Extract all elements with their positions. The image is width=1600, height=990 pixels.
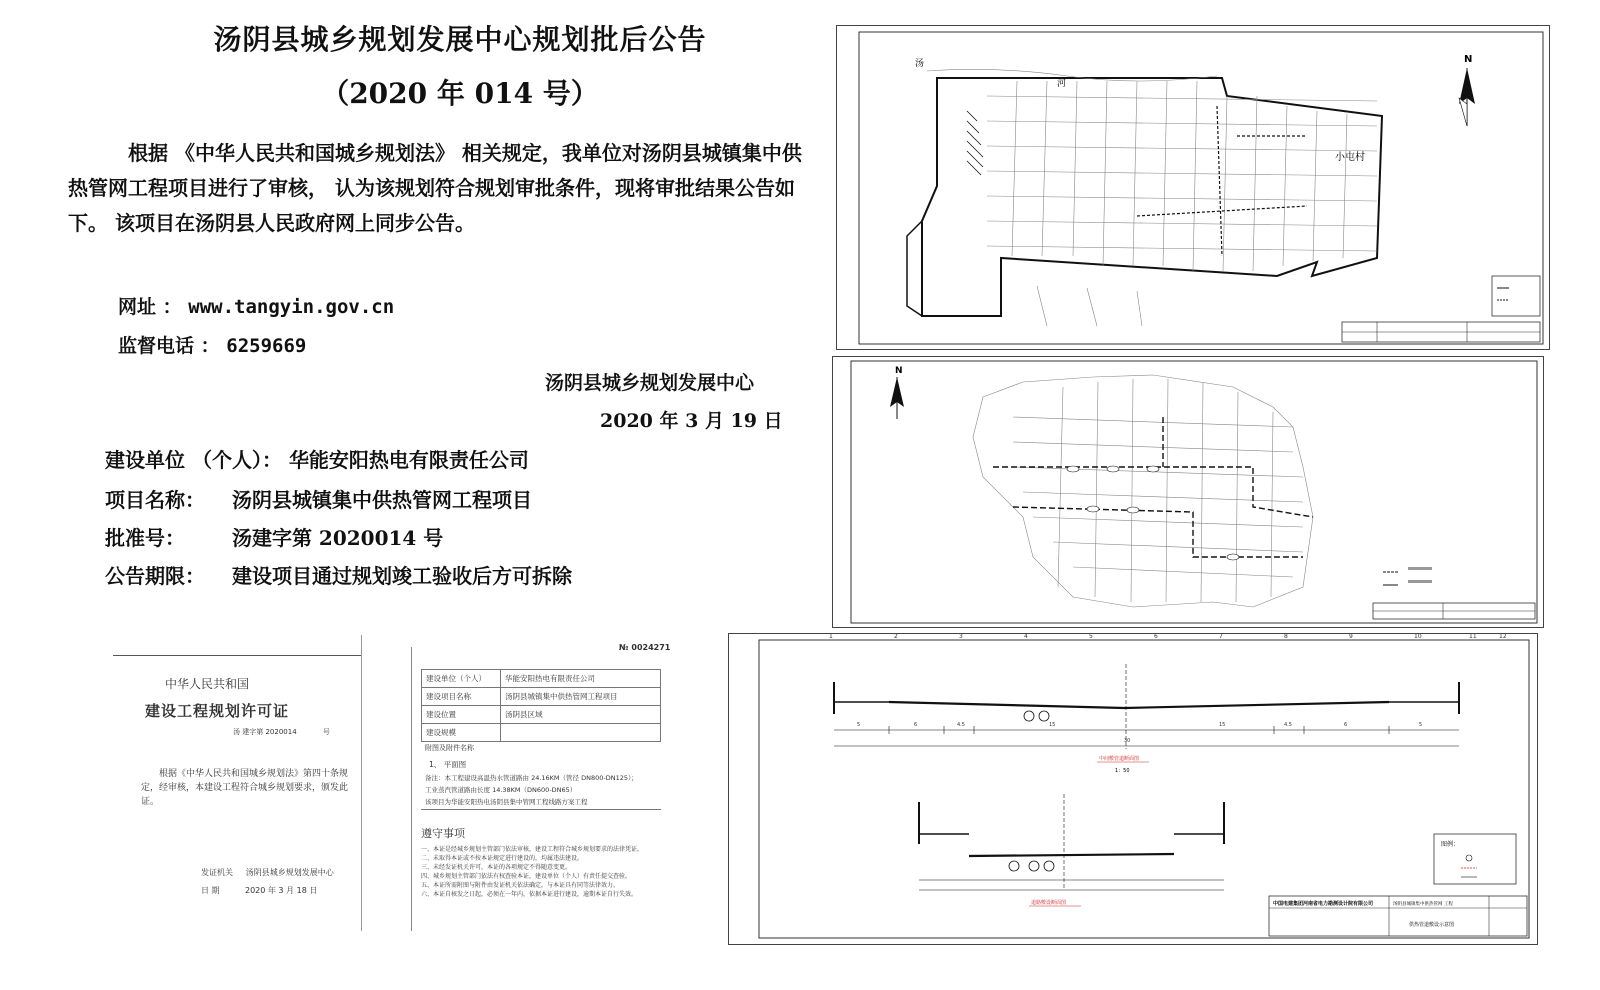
phone-label: 监督电话 ： <box>118 335 220 357</box>
map-label-village: 小屯村 <box>1335 152 1365 163</box>
svg-text:5: 5 <box>857 722 861 728</box>
permit-rules-title: 遵守事项 <box>421 827 465 840</box>
svg-text:15: 15 <box>1219 722 1226 728</box>
title-block-company: 中国电建集团河南省电力勘测设计院有限公司 <box>1273 901 1374 907</box>
svg-text:5: 5 <box>1419 722 1423 728</box>
map-top-svg <box>837 26 1549 349</box>
permit-country: 中华人民共和国 <box>165 677 250 691</box>
map-drawing-middle <box>832 356 1544 628</box>
issue-date: 2020 年 3 月 19 日 <box>600 410 783 432</box>
title-block-project: 汤阴县城镇集中供热管网 工程 <box>1393 902 1453 907</box>
svg-text:2: 2 <box>894 634 898 640</box>
svg-text:N: N <box>1464 54 1473 65</box>
section1-label: 中间敷管道断面图 <box>1099 756 1140 762</box>
title-block-drawing: 供热管道敷设示意图 <box>1409 922 1455 928</box>
list-item: 三、未经发证机关许可，本证的各项规定不得随意变更。 <box>421 864 572 871</box>
permit-right-page <box>401 643 671 931</box>
svg-text:15: 15 <box>1049 722 1056 728</box>
svg-text:12: 12 <box>1499 634 1507 640</box>
field-approval-no: 批准号： 汤建字第 2020014 号 <box>105 526 444 550</box>
table-row: 建设规模 <box>422 724 661 742</box>
svg-text:10: 10 <box>1414 634 1422 640</box>
permit-title: 建设工程规划许可证 <box>145 702 290 720</box>
website-link[interactable]: www.tangyin.gov.cn <box>188 296 395 318</box>
svg-text:30: 30 <box>1124 738 1131 744</box>
notice-title: 汤阴县城乡规划发展中心规划批后公告 <box>213 23 707 56</box>
map-label-he: 河 <box>1057 79 1067 89</box>
section2-label: 道路敷设断面图 <box>1031 900 1067 906</box>
website-label: 网址 ： <box>118 296 182 318</box>
notice-number: （2020 年 014 号） <box>321 77 599 110</box>
permit-serial: № 0024271 <box>619 643 671 652</box>
permit-basis: 根据《中华人民共和国城乡规划法》第四十条规定，经审核，本建设工程符合城乡规划要求，颁发此证。 <box>141 769 349 807</box>
svg-text:5: 5 <box>1089 634 1093 640</box>
permit-date: 日 期 2020 年 3 月 18 日 <box>201 886 318 895</box>
permit-left-page <box>105 635 362 931</box>
section-drawing <box>728 633 1538 945</box>
title-block <box>1269 896 1527 936</box>
svg-text:8: 8 <box>1284 634 1288 640</box>
permit-number: 汤 建字第 2020014 号 <box>233 728 330 736</box>
svg-text:N: N <box>895 366 903 376</box>
list-item: 六、本证自核发之日起，必须在一年内，依据本证进行建设，逾期本证自行失效。 <box>421 891 638 898</box>
section1-scale: 1：50 <box>1115 768 1130 774</box>
north-arrow-icon <box>1459 54 1475 126</box>
table-row: 建设单位（个人） 华能安阳热电有限责任公司 <box>422 670 661 688</box>
permit-note-3: 该项目为华能安阳热电汤阴县集中管网工程线路方案工程 <box>425 798 588 806</box>
notice-body: 根据 《中华人民共和国城乡规划法》 相关规定，我单位对汤阴县城镇集中供热管网工程项目进行了审核， 认为该规划符合规划审批条件，现将审批结果公告如下。 该项目在汤阴县人民政府网上同步公告。 <box>68 141 802 235</box>
permit-scan <box>105 635 683 935</box>
permit-note-1: 备注：本工程建设高温热水管道路由 24.16KM（管径 DN800-DN125）； <box>425 774 638 782</box>
list-item: 五、本证所需附图与附件由发证机关依法确定，与本证具有同等法律效力。 <box>421 882 620 889</box>
map-label-tang: 汤 <box>915 59 925 69</box>
svg-text:4: 4 <box>1024 634 1028 640</box>
permit-attachment-1: 1、 平面图 <box>429 760 467 769</box>
field-period: 公告期限： 建设项目通过规划竣工验收后方可拆除 <box>105 564 572 588</box>
map-drawing-top <box>836 25 1550 350</box>
map-middle-svg <box>833 357 1543 627</box>
svg-text:3: 3 <box>959 634 963 640</box>
permit-rules <box>421 845 666 899</box>
field-project: 项目名称： 汤阴县城镇集中供热管网工程项目 <box>105 488 532 512</box>
north-arrow-icon <box>890 366 904 419</box>
table-row: 建设项目名称 汤阴县城镇集中供热管网工程项目 <box>422 688 661 706</box>
field-builder: 建设单位 （个人）： 华能安阳热电有限责任公司 <box>105 448 529 472</box>
svg-text:6: 6 <box>1154 634 1158 640</box>
legend-title: 图例： <box>1441 841 1460 848</box>
permit-issuer: 发证机关 汤阴县城乡规划发展中心 <box>201 868 334 877</box>
permit-info-table <box>421 669 661 742</box>
svg-text:4.5: 4.5 <box>957 722 965 728</box>
middle-map-legend <box>1383 567 1432 585</box>
phone-number: 6259669 <box>226 335 307 357</box>
website-line <box>118 292 394 319</box>
svg-text:11: 11 <box>1469 634 1477 640</box>
permit-attachments-label: 附图及附件名称 <box>425 744 474 752</box>
svg-text:9: 9 <box>1349 634 1353 640</box>
svg-text:6: 6 <box>914 722 918 728</box>
svg-text:7: 7 <box>1219 634 1223 640</box>
list-item: 一、本证是经城乡规划主管部门依法审核，建设工程符合城乡规划要求的法律凭证。 <box>421 846 644 853</box>
permit-note-2: 工业蒸汽管道路由长度 14.38KM（DN600-DN65） <box>425 786 577 794</box>
phone-line <box>118 331 306 358</box>
table-row: 建设位置 汤阴县区域 <box>422 706 661 724</box>
issuer-name: 汤阴县城乡规划发展中心 <box>545 372 755 394</box>
list-item: 二、未取得本证或不按本证规定进行建设的，均属违法建设。 <box>421 855 584 862</box>
svg-text:6: 6 <box>1344 722 1348 728</box>
section-drawing-svg <box>729 634 1537 944</box>
svg-text:1: 1 <box>829 634 833 640</box>
svg-text:4.5: 4.5 <box>1284 722 1292 728</box>
list-item: 四、城乡规划主管部门依法有权查验本证，建设单位（个人）有责任提交查验。 <box>421 873 632 880</box>
